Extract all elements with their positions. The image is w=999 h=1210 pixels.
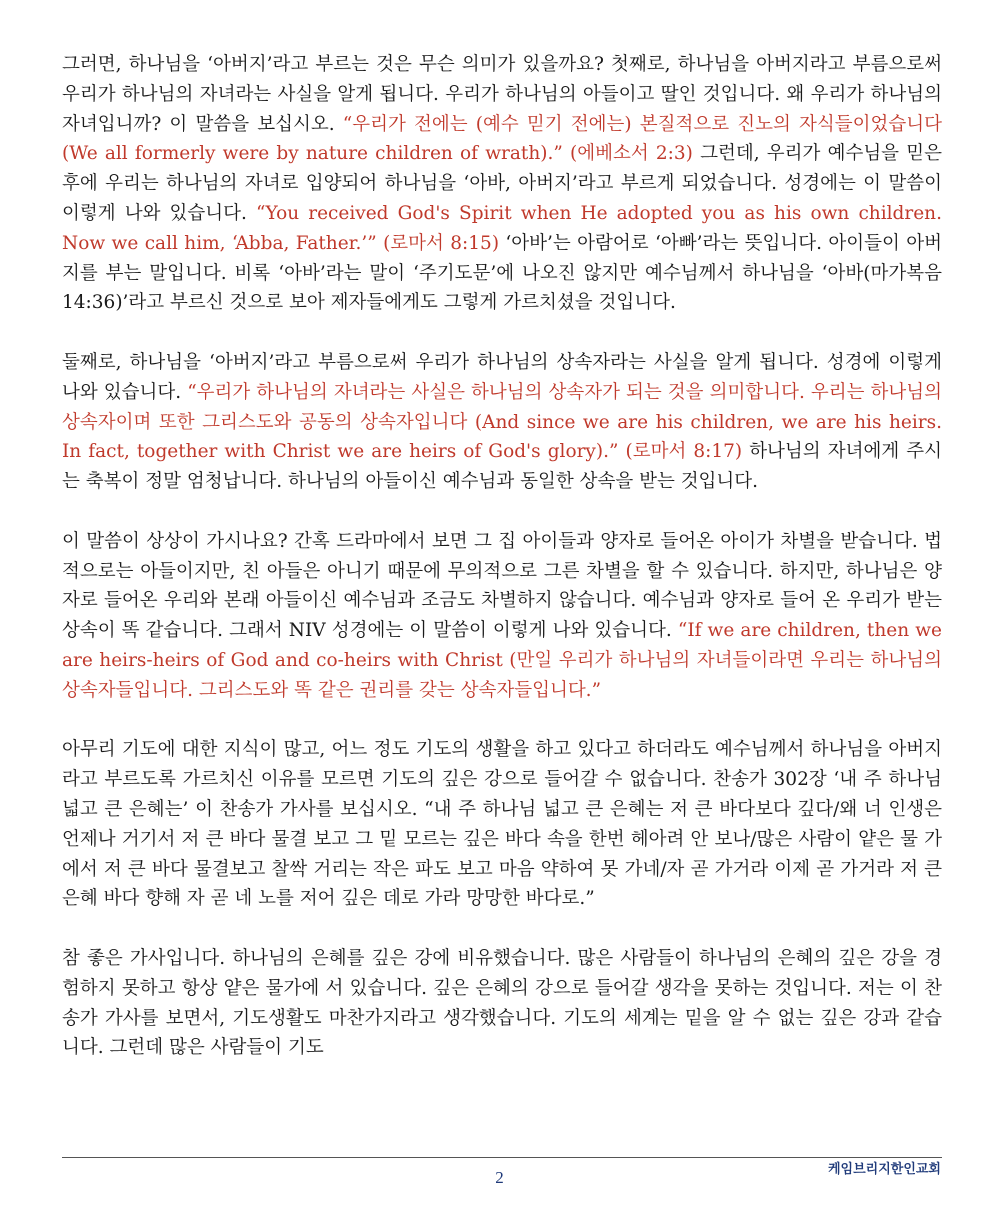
church-name: 케임브리지한인교회 (827, 1162, 941, 1177)
paragraph (62, 527, 942, 706)
text-segment: 그런데, 우리가 예수님을 믿은 후에 우리는 하나님의 자녀로 입양되어 하나님을 ‘아바, 아버지’라고 부르게 되었습니다. 성경에는 이 말씀이 이렇게 나와 있습니다. (62, 143, 942, 224)
footer-divider (62, 1157, 942, 1158)
scripture-quote: “You received God's Spirit when He adopted you as his own children. Now we call him, ‘Abba, Father.’” (로마서 8:15) (62, 202, 942, 254)
page-number: 2 (495, 1168, 504, 1187)
text-segment: 하나님의 자녀에게 주시는 축복이 정말 엄청납니다. 하나님의 아들이신 예수님과 동일한 상속을 받는 것입니다. (62, 441, 943, 493)
scripture-quote: “우리가 하나님의 자녀라는 사실은 하나님의 상속자가 되는 것을 의미합니다. 우리는 하나님의 상속자이며 또한 그리스도와 공동의 상속자입니다 (And since we are his children, we are his heirs. In fact, together with Christ we are heirs of God's glory).” (로마서 8:17) (62, 381, 942, 463)
paragraph (62, 50, 942, 318)
text-segment: ‘아바’는 아람어로 ‘아빠’라는 뜻입니다. 아이들이 아버지를 부는 말입니다. 비록 ‘아바’라는 말이 ‘주기도문’에 나오진 않지만 예수님께서 하나님을 ‘아바(마가복음 14:36)’라고 부르신 것으로 보아 제자들에게도 그렇게 가르치셨을 것입니다. (62, 232, 942, 314)
body-text (62, 50, 942, 1093)
text-segment: 참 좋은 가사입니다. 하나님의 은혜를 깊은 강에 비유했습니다. 많은 사람들이 하나님의 은혜의 깊은 강을 경험하지 못하고 항상 얕은 물가에 서 있습니다. 깊은 은혜의 강으로 들어갈 생각을 못하는 것입니다. 저는 이 찬송가 가사를 보면서, 기도생활도 마찬가지라고 생각했습니다. 기도의 세계는 밑을 알 수 없는 깊은 강과 같습니다. 그런데 많은 사람들이 기도 (62, 947, 942, 1059)
scripture-quote: “우리가 전에는 (예수 믿기 전에는) 본질적으로 진노의 자식들이었습니다 (We all formerly were by nature children of wrath).” (에베소서 2:3) (62, 113, 942, 165)
text-segment: 이 말씀이 상상이 가시나요? 간혹 드라마에서 보면 그 집 아이들과 양자로 들어온 아이가 차별을 받습니다. 법적으로는 아들이지만, 친 아들은 아니기 때문에 무의적으로 그른 차별을 할 수 있습니다. 하지만, 하나님은 양자로 들어온 우리와 본래 아들이신 예수님과 조금도 차별하지 않습니다. 예수님과 양자로 들어 온 우리가 받는 상속이 똑 같습니다. 그래서 NIV 성경에는 이 말씀이 이렇게 나와 있습니다. (62, 530, 942, 642)
paragraph (62, 735, 942, 914)
scripture-quote: “If we are children, then we are heirs-heirs of God and co-heirs with Christ (만일 우리가 하나님의 자녀들이라면 우리는 하나님의 상속자들입니다. 그리스도와 똑 같은 권리를 갖는 상속자들입니다.” (62, 620, 942, 701)
paragraph (62, 348, 942, 497)
text-segment: 둘째로, 하나님을 ‘아버지’라고 부름으로써 우리가 하나님의 상속자라는 사실을 알게 됩니다. 성경에 이렇게 나와 있습니다. (62, 351, 942, 403)
paragraph (62, 944, 942, 1063)
text-segment: 그러면, 하나님을 ‘아버지’라고 부르는 것은 무슨 의미가 있을까요? 첫째로, 하나님을 아버지라고 부름으로써 우리가 하나님의 자녀라는 사실을 알게 됩니다. 우리가 하나님의 아들이고 딸인 것입니다. 왜 우리가 하나님의 자녀입니까? 이 말씀을 보십시오. (62, 54, 942, 135)
text-segment: 아무리 기도에 대한 지식이 많고, 어느 정도 기도의 생활을 하고 있다고 하더라도 예수님께서 하나님을 아버지라고 부르도록 가르치신 이유를 모르면 기도의 깊은 강으로 들어갈 수 없습니다. 찬송가 302장 ‘내 주 하나님 넓고 큰 은혜는’ 이 찬송가 가사를 보십시오. “내 주 하나님 넓고 큰 은혜는 저 큰 바다보다 깊다/왜 너 인생은 언제나 거기서 저 큰 바다 물결 보고 그 밑 모르는 깊은 바다 속을 한번 헤아려 안 보나/많은 사람이 얕은 물 가에서 저 큰 바다 물결보고 찰싹 거리는 작은 파도 보고 마음 약하여 못 가네/자 곧 가거라 이제 곧 가거라 저 큰 은혜 바다 향해 자 곧 네 노를 저어 깊은 데로 가라 망망한 바다로.” (62, 739, 942, 910)
